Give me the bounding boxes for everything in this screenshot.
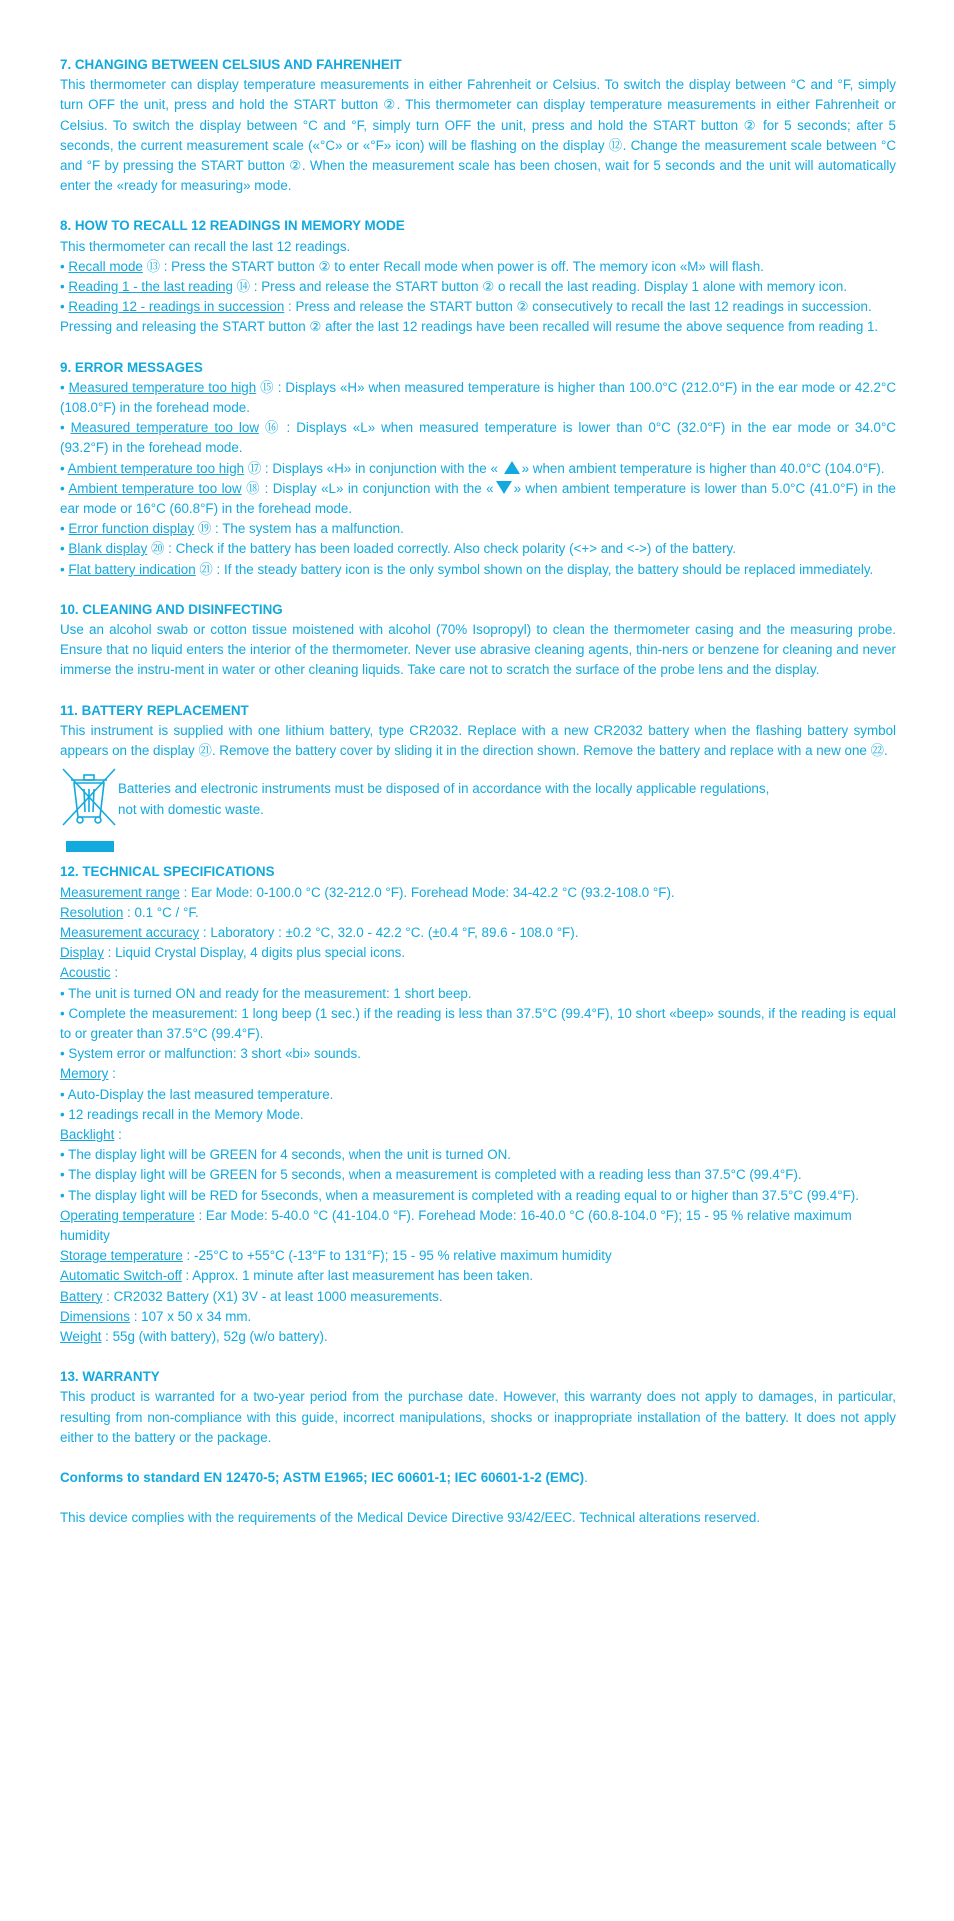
spec-value: : Ear Mode: 5-40.0 °C (41-104.0 °F). Forehead Mode: 16-40.0 °C (60.8-104.0 °F); 15 - 95 % relative maximum humidity bbox=[60, 1207, 852, 1243]
item-text: ⑮ : Displays «H» when measured temperature is higher than 100.0°C (212.0°F) in the ear mode or 42.2°C (108.0°F) in the forehead mode. bbox=[60, 379, 896, 416]
list-item bbox=[60, 297, 896, 317]
disposal-line: Batteries and electronic instruments must be disposed of in accordance with the locally applicable regulations, bbox=[118, 781, 770, 797]
spec-line bbox=[60, 923, 896, 943]
section-intro: This thermometer can recall the last 12 readings. bbox=[60, 238, 351, 254]
list-item bbox=[60, 519, 896, 539]
item-text: ㉑ : If the steady battery icon is the only symbol shown on the display, the battery should be replaced immediately. bbox=[195, 561, 874, 577]
section-body: Use an alcohol swab or cotton tissue moistened with alcohol (70% Isopropyl) to clean the thermometer casing and the measuring probe. Ensure that no liquid enters the interior of the thermometer. Never use abrasive cleaning agents, thin-ners or benzene for cleaning and never immerse the instru-ment in water or other cleaning liquids. Take care not to scratch the surface of the probe lens and the display. bbox=[60, 622, 896, 678]
item-term: Blank display bbox=[68, 541, 148, 557]
section-outro: Pressing and releasing the START button ② after the last 12 readings have been recalled will resume the above sequence from reading 1. bbox=[60, 319, 879, 335]
spec-value: : bbox=[110, 965, 119, 981]
spec-term: Memory bbox=[60, 1066, 109, 1082]
list-item bbox=[60, 257, 896, 277]
section-8 bbox=[60, 216, 896, 337]
spec-line bbox=[60, 883, 896, 903]
spec-bullet: • Auto-Display the last measured temperature. bbox=[60, 1085, 896, 1105]
directive-statement: This device complies with the requirements of the Medical Device Directive 93/42/EEC. Technical alterations reserved. bbox=[60, 1510, 761, 1526]
spec-term: Dimensions bbox=[60, 1308, 130, 1324]
item-text: » when ambient temperature is lower than 5.0°C (41.0°F) in the ear mode or 16°C (60.8°F) in the forehead mode. bbox=[60, 480, 896, 517]
spec-term: Measurement accuracy bbox=[60, 924, 200, 940]
spec-term: Measurement range bbox=[60, 884, 180, 900]
list-item bbox=[60, 378, 896, 418]
spec-bullet: • The unit is turned ON and ready for the measurement: 1 short beep. bbox=[60, 984, 896, 1004]
section-13 bbox=[60, 1367, 896, 1448]
triangle-up-icon bbox=[504, 461, 520, 474]
section-body: This instrument is supplied with one lithium battery, type CR2032. Replace with a new CR2032 battery when the flashing battery symbol appears on the display ㉑. Remove the battery cover by sliding it in the direction shown. Remove the battery and replace with a new one ㉒. bbox=[60, 722, 896, 759]
spec-term: Backlight bbox=[60, 1126, 115, 1142]
manual-page bbox=[60, 55, 896, 1528]
spec-value: : CR2032 Battery (X1) 3V - at least 1000 measurements. bbox=[102, 1288, 443, 1304]
item-text: ⑭ : Press and release the START button ② o recall the last reading. Display 1 alone with memory icon. bbox=[232, 279, 848, 295]
spec-term: Storage temperature bbox=[60, 1248, 183, 1264]
item-text: ⑰ : Displays «H» in conjunction with the « bbox=[244, 460, 502, 476]
crossed-bin-icon bbox=[60, 767, 118, 827]
item-term: Ambient temperature too high bbox=[67, 460, 245, 476]
item-term: Reading 1 - the last reading bbox=[68, 279, 233, 295]
item-text: » when ambient temperature is higher than 40.0°C (104.0°F). bbox=[521, 460, 885, 476]
section-7 bbox=[60, 55, 896, 196]
item-term: Measured temperature too low bbox=[70, 420, 259, 436]
spec-line bbox=[60, 903, 896, 923]
item-term: Measured temperature too high bbox=[68, 379, 257, 395]
spec-value: : 0.1 °C / °F. bbox=[123, 904, 199, 920]
list-item bbox=[60, 418, 896, 458]
spec-term: Acoustic bbox=[60, 965, 111, 981]
spec-value: : 55g (with battery), 52g (w/o battery). bbox=[101, 1328, 328, 1344]
item-term: Error function display bbox=[68, 521, 195, 537]
list-item bbox=[60, 560, 896, 580]
spec-line bbox=[60, 1064, 896, 1084]
spec-bullet: • The display light will be GREEN for 4 seconds, when the unit is turned ON. bbox=[60, 1145, 896, 1165]
item-text: ⑲ : The system has a malfunction. bbox=[194, 521, 404, 537]
list-item bbox=[60, 459, 896, 479]
disposal-line: not with domestic waste. bbox=[118, 801, 264, 817]
item-term: Reading 12 - readings in succession bbox=[68, 299, 285, 315]
spec-bullet: • The display light will be GREEN for 5 seconds, when a measurement is completed with a reading less than 37.5°C (99.4°F). bbox=[60, 1165, 896, 1185]
spec-value: : Ear Mode: 0-100.0 °C (32-212.0 °F). Forehead Mode: 34-42.2 °C (93.2-108.0 °F). bbox=[179, 884, 675, 900]
section-11 bbox=[60, 701, 896, 853]
spec-line bbox=[60, 1307, 896, 1327]
item-text: ⑳ : Check if the battery has been loaded correctly. Also check polarity (<+> and <->) of the battery. bbox=[147, 541, 736, 557]
section-title: 8. HOW TO RECALL 12 READINGS IN MEMORY MODE bbox=[60, 218, 405, 234]
spec-bullet: • System error or malfunction: 3 short «bi» sounds. bbox=[60, 1044, 896, 1064]
weee-disposal-notice bbox=[60, 767, 896, 827]
spec-value: : Approx. 1 minute after last measurement has been taken. bbox=[181, 1268, 534, 1284]
spec-term: Weight bbox=[60, 1328, 102, 1344]
item-term: Recall mode bbox=[68, 258, 143, 274]
spec-line bbox=[60, 1327, 896, 1347]
section-body: This thermometer can display temperature measurements in either Fahrenheit or Celsius. To switch the display between °C and °F, simply turn OFF the unit, press and hold the START button ②. This thermometer can display temperature measurements in either Fahrenheit or Celsius. To switch the display between °C and °F, simply turn OFF the unit, press and hold the START button ② for 5 seconds; after 5 seconds, the current measurement scale («°C» or «°F» icon) will be flashing on the display ⑫. Change the measurement scale between °C and °F by pressing the START button ②. When the measurement scale has been chosen, wait for 5 seconds and the unit will automatically enter the «ready for measuring» mode. bbox=[60, 77, 896, 194]
spec-value: : Liquid Crystal Display, 4 digits plus special icons. bbox=[103, 945, 406, 961]
section-title: 9. ERROR MESSAGES bbox=[60, 359, 203, 375]
section-12 bbox=[60, 862, 896, 1347]
spec-line bbox=[60, 1287, 896, 1307]
section-title: 13. WARRANTY bbox=[60, 1369, 160, 1385]
section-title: 7. CHANGING BETWEEN CELSIUS AND FAHRENHEIT bbox=[60, 57, 402, 72]
separator-bar bbox=[66, 841, 114, 852]
spec-bullet: • The display light will be RED for 5seconds, when a measurement is completed with a reading equal to or higher than 37.5°C (99.4°F). bbox=[60, 1186, 896, 1206]
section-body: This product is warranted for a two-year period from the purchase date. However, this warranty does not apply to damages, in particular, resulting from non-compliance with this guide, incorrect manipulations, shocks or inappropriate installation of the battery. It does not apply either to the battery or the package. bbox=[60, 1389, 896, 1445]
item-term: Flat battery indication bbox=[68, 561, 196, 577]
spec-term: Automatic Switch-off bbox=[60, 1268, 182, 1284]
item-text: ⑯ : Displays «L» when measured temperature is lower than 0°C (32.0°F) in the ear mode or 34.0°C (93.2°F) in the forehead mode. bbox=[60, 420, 896, 456]
section-title: 11. BATTERY REPLACEMENT bbox=[60, 702, 249, 718]
triangle-down-icon bbox=[496, 481, 512, 494]
conformity-dot: . bbox=[584, 1469, 588, 1485]
list-item bbox=[60, 479, 896, 519]
section-title: 12. TECHNICAL SPECIFICATIONS bbox=[60, 864, 275, 880]
spec-value: : 107 x 50 x 34 mm. bbox=[129, 1308, 252, 1324]
spec-bullet: • 12 readings recall in the Memory Mode. bbox=[60, 1105, 896, 1125]
section-10 bbox=[60, 600, 896, 681]
spec-line bbox=[60, 963, 896, 983]
list-item bbox=[60, 539, 896, 559]
spec-term: Operating temperature bbox=[60, 1207, 195, 1223]
spec-value: : Laboratory : ±0.2 °C, 32.0 - 42.2 °C. (±0.4 °F, 89.6 - 108.0 °F). bbox=[199, 924, 579, 940]
spec-line bbox=[60, 1266, 896, 1286]
item-text: ⑬ : Press the START button ② to enter Recall mode when power is off. The memory icon «M» will flash. bbox=[142, 258, 764, 274]
item-text: ⑱ : Display «L» in conjunction with the « bbox=[241, 480, 494, 496]
disposal-text bbox=[118, 767, 769, 819]
list-item bbox=[60, 277, 896, 297]
item-text: : Press and release the START button ② consecutively to recall the last 12 readings in succession. bbox=[284, 299, 872, 315]
conformity-standards: Conforms to standard EN 12470-5; ASTM E1965; IEC 60601-1; IEC 60601-1-2 (EMC) bbox=[60, 1469, 585, 1485]
section-title: 10. CLEANING AND DISINFECTING bbox=[60, 601, 283, 617]
spec-term: Display bbox=[60, 945, 104, 961]
spec-value: : bbox=[108, 1066, 116, 1082]
spec-line bbox=[60, 1125, 896, 1145]
spec-bullet: • Complete the measurement: 1 long beep (1 sec.) if the reading is less than 37.5°C (99.4°F), 10 short «beep» sounds, if the reading is equal to or greater than 37.5°C (99.4°F). bbox=[60, 1004, 896, 1044]
spec-term: Resolution bbox=[60, 904, 124, 920]
spec-line bbox=[60, 1206, 896, 1246]
spec-line bbox=[60, 1246, 896, 1266]
spec-line bbox=[60, 943, 896, 963]
spec-value: : -25°C to +55°C (-13°F to 131°F); 15 - 95 % relative maximum humidity bbox=[182, 1248, 612, 1264]
section-9 bbox=[60, 358, 896, 580]
spec-value: : bbox=[114, 1126, 122, 1142]
item-term: Ambient temperature too low bbox=[68, 480, 242, 496]
spec-term: Battery bbox=[60, 1288, 103, 1304]
conformity-statement bbox=[60, 1468, 896, 1488]
